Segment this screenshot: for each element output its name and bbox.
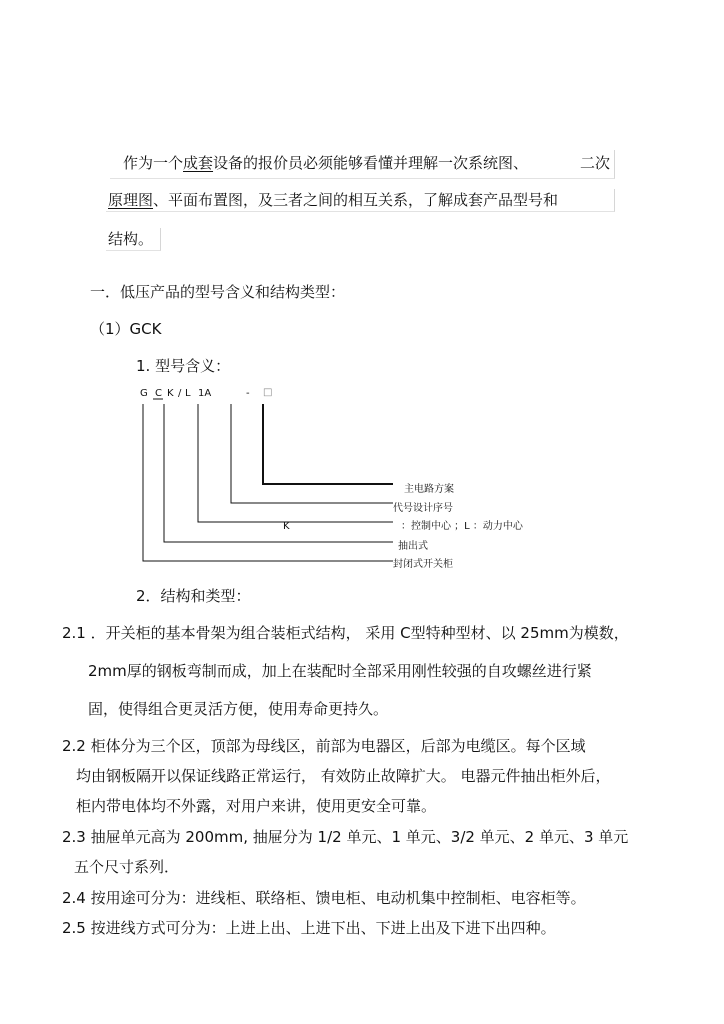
label-control-power-center: ：控制中心 ；L ：动力中心 (401, 521, 523, 532)
intro-text-b: 设备的报价员必须能够看懂并理解一次系统图、 (213, 154, 529, 172)
intro-text-a: 作为一个 (123, 154, 184, 172)
structure-type-heading: 2．结构和类型： (136, 587, 251, 605)
intro-text-line2: 、平面布置图，及三者之间的相互关系，了解成套产品型号和 (153, 191, 559, 209)
code-box: □ (263, 387, 273, 398)
label-enclosed-switchgear: 封闭式开关柜 (393, 559, 453, 570)
code-letter-k: K (167, 388, 174, 399)
leader-design-code (231, 404, 393, 503)
label-design-code: 代号设计序号 (393, 503, 453, 514)
code-letter-g: G (140, 388, 148, 399)
code-dash: - (246, 388, 250, 399)
item-2-3-line-1: 2.3 抽屉单元高为 200mm, 抽屉分为 1/2 单元、1 单元、3/2 单元、2 单元、3 单元 (62, 828, 629, 846)
code-slash: / (178, 388, 182, 399)
leader-enclosed (143, 404, 393, 561)
section-1-heading: 一．低压产品的型号含义和结构类型： (90, 283, 346, 301)
intro-line-3: 结构。 (108, 230, 154, 248)
item-2-1-line-3: 固，使得组合更灵活方便，使用寿命更持久。 (88, 700, 389, 718)
item-2-3-line-2: 五个尺寸系列． (74, 858, 180, 876)
label-k-letter: K (283, 521, 290, 532)
model-meaning-heading: 1. 型号含义： (136, 357, 231, 375)
item-2-1-line-2: 2mm厚的钢板弯制而成，加上在装配时全部采用刚性较强的自攻螺丝进行紧 (88, 662, 592, 680)
item-2-4: 2.4 按用途可分为：进线柜、联络柜、馈电柜、电动机集中控制柜、电容柜等。 (62, 889, 586, 907)
code-1a: 1A (198, 388, 212, 399)
leader-main-circuit (263, 404, 393, 484)
item-2-2-line-2: 均由钢板隔开以保证线路正常运行， 有效防止故障扩大。 电器元件抽出柜外后， (76, 767, 611, 785)
intro-text-underlined-chengtao: 成套 (183, 154, 214, 172)
item-2-1-line-1: 2.1 ．开关柜的基本骨架为组合装柜式结构， 采用 C型特种型材、以 25mm为模数， (62, 624, 629, 642)
code-letter-c: C (155, 388, 162, 399)
gck-heading: （1）GCK (90, 320, 162, 338)
item-2-2-line-3: 柜内带电体均不外露，对用户来讲，使用更安全可靠。 (76, 797, 437, 815)
label-drawout: 抽出式 (398, 541, 428, 552)
code-letter-l: L (185, 388, 191, 399)
item-2-5: 2.5 按进线方式可分为：上进上出、上进下出、下进上出及下进下出四种。 (62, 919, 556, 937)
item-2-2-line-1: 2.2 柜体分为三个区，顶部为母线区，前部为电器区，后部为电缆区。每个区域 (62, 737, 586, 755)
intro-text-underlined-yuanlitu: 原理图 (108, 191, 154, 209)
leader-control-center (198, 404, 393, 522)
label-main-circuit: 主电路方案 (404, 484, 454, 495)
intro-line-1-end: 二次 (580, 154, 611, 172)
